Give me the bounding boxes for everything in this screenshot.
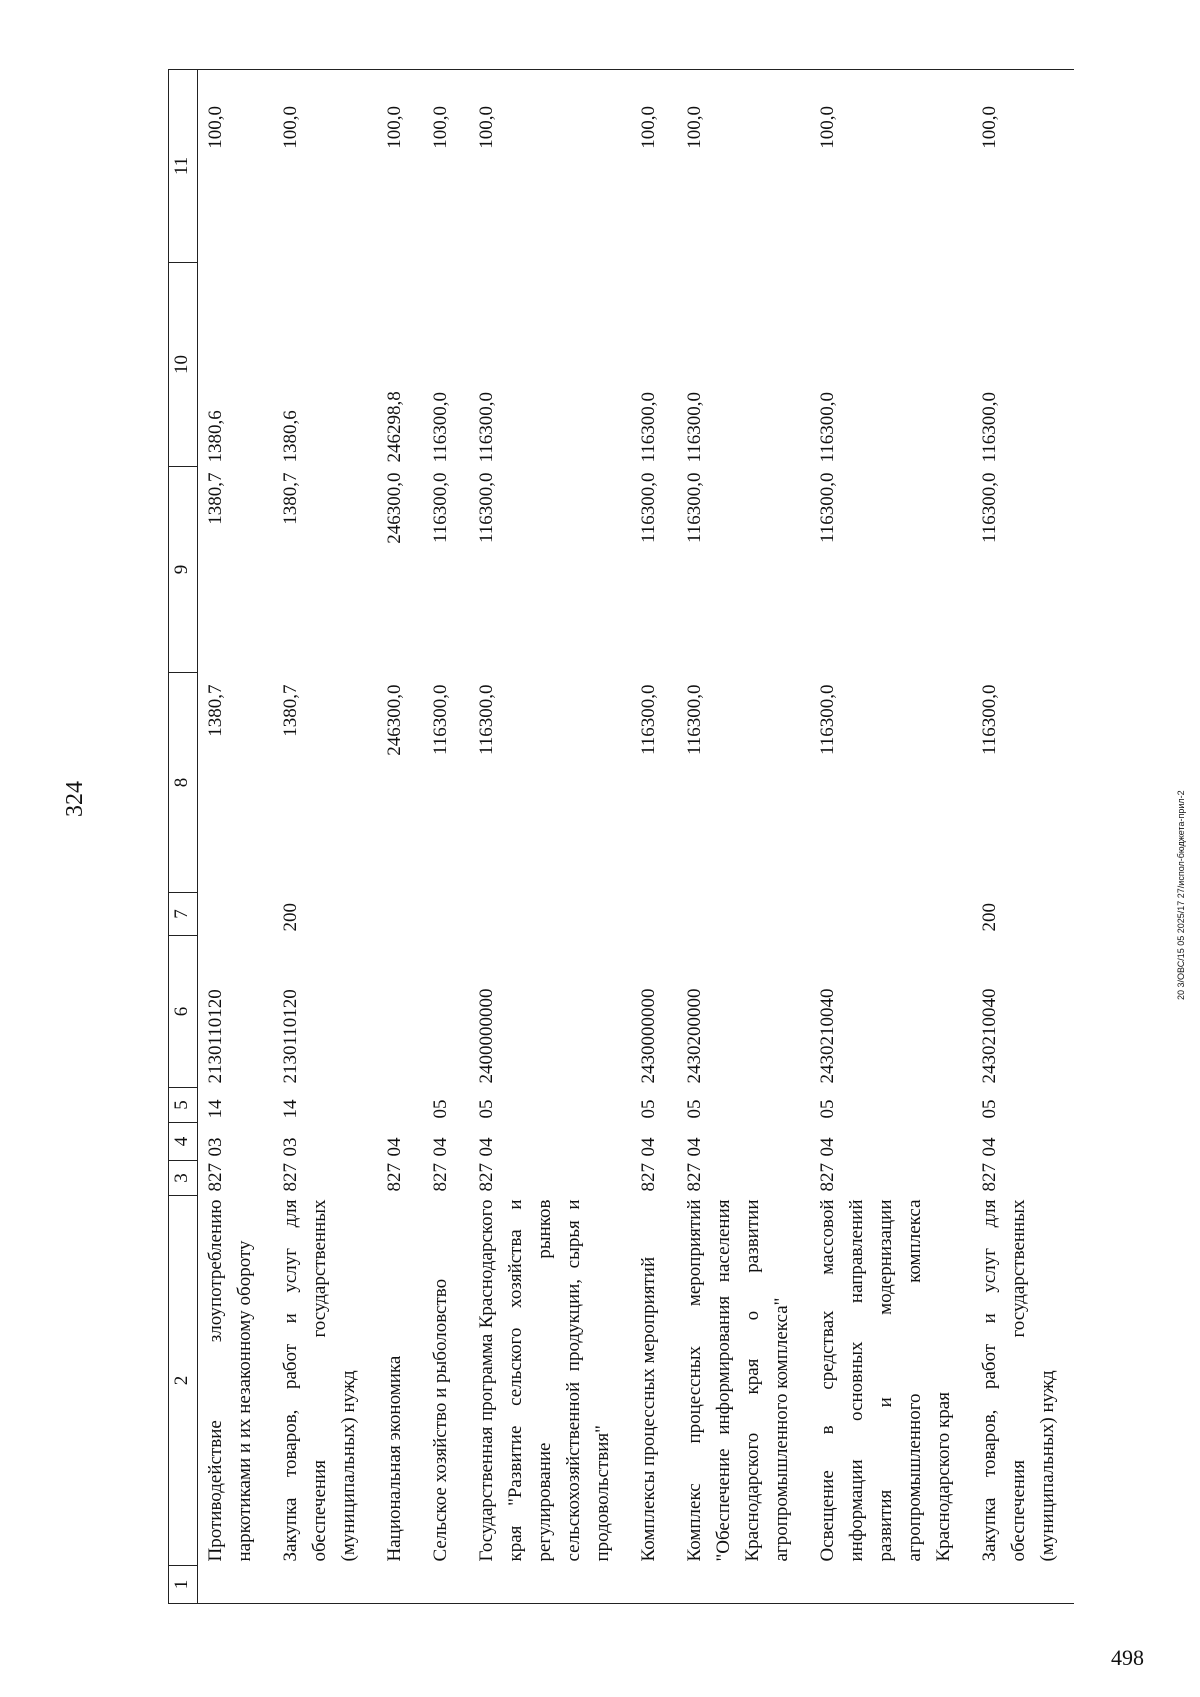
cell-col-10: 116300,0 bbox=[430, 391, 451, 463]
header-cell: 5 bbox=[169, 1088, 198, 1123]
cell-col-2: Государственная программа Краснодарского края "Развитие сельского хозяйства и регулирование рынков сельскохозяйственной продукции, сырья и продовольствия" bbox=[476, 1199, 613, 1562]
cell-col-10: 116300,0 bbox=[817, 391, 838, 463]
sheet-number: 498 bbox=[1111, 1645, 1144, 1670]
cell-col-3: 827 bbox=[476, 1163, 497, 1192]
header-cell: 1 bbox=[169, 1566, 198, 1604]
table-row bbox=[375, 70, 421, 1604]
cell-col-4: 04 bbox=[430, 1137, 451, 1157]
cell-col-4: 04 bbox=[817, 1137, 838, 1157]
cell-col-6 bbox=[421, 936, 467, 1088]
cell-col-10: 116300,0 bbox=[476, 391, 497, 463]
cell-col-3: 827 bbox=[384, 1163, 405, 1192]
cell-col-8: 116300,0 bbox=[430, 684, 451, 756]
cell-col-10: 1380,6 bbox=[280, 410, 301, 463]
header-cell: 4 bbox=[169, 1123, 198, 1161]
cell-col-2: Закупка товаров, работ и услуг для обеспечения государственных (муниципальных) нужд bbox=[280, 1199, 359, 1562]
cell-col-5: 05 bbox=[476, 1099, 497, 1119]
cell-col-9: 116300,0 bbox=[979, 472, 1000, 544]
rotated-table-area bbox=[168, 70, 1172, 1604]
cell-col-11: 100,0 bbox=[675, 70, 808, 263]
document-code: 20 3/ОВС/15 05 2025/17 27/испол-бюджета-прил-2 bbox=[1176, 790, 1186, 1000]
cell-col-11: 100,0 bbox=[271, 70, 375, 263]
table-row bbox=[675, 70, 808, 1604]
cell-col-3: 827 bbox=[684, 1163, 705, 1192]
cell-col-5: 05 bbox=[979, 1099, 1000, 1119]
table-row bbox=[467, 70, 629, 1604]
table-row bbox=[808, 70, 970, 1604]
cell-col-11: 100,0 bbox=[970, 70, 1074, 263]
cell-col-2: Национальная экономика bbox=[384, 1355, 405, 1562]
cell-col-9: 116300,0 bbox=[817, 472, 838, 544]
cell-col-2: Противодействие злоупотреблению наркотиками и их незаконному обороту bbox=[205, 1199, 255, 1562]
cell-col-11: 100,0 bbox=[198, 70, 272, 263]
cell-col-6: 2430210040 bbox=[817, 988, 838, 1084]
cell-col-5: 05 bbox=[638, 1099, 659, 1119]
cell-col-11: 100,0 bbox=[421, 70, 467, 263]
cell-col-1 bbox=[808, 1566, 970, 1604]
cell-col-9: 1380,7 bbox=[280, 472, 301, 525]
cell-col-4: 04 bbox=[684, 1137, 705, 1157]
cell-col-2: Закупка товаров, работ и услуг для обеспечения государственных (муниципальных) нужд bbox=[979, 1199, 1058, 1562]
cell-col-7: 200 bbox=[979, 903, 1000, 932]
cell-col-10: 116300,0 bbox=[638, 391, 659, 463]
cell-col-6: 2430200000 bbox=[684, 988, 705, 1084]
cell-col-1 bbox=[198, 1566, 272, 1604]
header-cell: 9 bbox=[169, 467, 198, 673]
cell-col-8: 246300,0 bbox=[384, 684, 405, 756]
cell-col-9: 1380,7 bbox=[205, 472, 226, 525]
cell-col-8: 1380,7 bbox=[205, 684, 226, 737]
cell-col-7 bbox=[467, 893, 629, 936]
cell-col-2: Комплекс процессных мероприятий "Обеспечение информирования населения Краснодарского края о развитии агропромышленного комплекса" bbox=[684, 1199, 792, 1562]
cell-col-5: 05 bbox=[684, 1099, 705, 1119]
cell-col-10: 246298,8 bbox=[384, 391, 405, 463]
cell-col-1 bbox=[375, 1566, 421, 1604]
table-body bbox=[198, 70, 1075, 1604]
cell-col-10: 1380,6 bbox=[205, 410, 226, 463]
cell-col-7 bbox=[375, 893, 421, 936]
cell-col-5: 05 bbox=[430, 1099, 451, 1119]
cell-col-11: 100,0 bbox=[375, 70, 421, 263]
cell-col-9: 116300,0 bbox=[476, 472, 497, 544]
cell-col-11: 100,0 bbox=[629, 70, 675, 263]
cell-col-4: 04 bbox=[476, 1137, 497, 1157]
table-row bbox=[629, 70, 675, 1604]
cell-col-3: 827 bbox=[280, 1163, 301, 1192]
cell-col-3: 827 bbox=[817, 1163, 838, 1192]
cell-col-2: Комплексы процессных мероприятий bbox=[638, 1256, 659, 1562]
cell-col-7 bbox=[808, 893, 970, 936]
budget-table bbox=[168, 69, 1074, 1604]
cell-col-5: 14 bbox=[280, 1099, 301, 1119]
cell-col-7: 200 bbox=[280, 903, 301, 932]
header-cell: 10 bbox=[169, 263, 198, 467]
cell-col-4: 04 bbox=[384, 1137, 405, 1157]
cell-col-6: 2400000000 bbox=[476, 988, 497, 1084]
cell-col-6: 2430210040 bbox=[979, 988, 1000, 1084]
page-number: 324 bbox=[62, 781, 88, 817]
cell-col-9: 116300,0 bbox=[638, 472, 659, 544]
cell-col-8: 116300,0 bbox=[979, 684, 1000, 756]
cell-col-1 bbox=[629, 1566, 675, 1604]
cell-col-6 bbox=[375, 936, 421, 1088]
cell-col-4: 03 bbox=[205, 1137, 226, 1157]
header-cell: 8 bbox=[169, 673, 198, 893]
cell-col-7 bbox=[675, 893, 808, 936]
cell-col-9: 116300,0 bbox=[684, 472, 705, 544]
cell-col-11: 100,0 bbox=[467, 70, 629, 263]
cell-col-10: 116300,0 bbox=[979, 391, 1000, 463]
cell-col-7 bbox=[629, 893, 675, 936]
table-row bbox=[421, 70, 467, 1604]
cell-col-3: 827 bbox=[205, 1163, 226, 1192]
cell-col-7 bbox=[198, 893, 272, 936]
header-cell: 6 bbox=[169, 936, 198, 1088]
cell-col-5 bbox=[375, 1088, 421, 1123]
cell-col-2: Сельское хозяйство и рыболовство bbox=[430, 1278, 451, 1562]
cell-col-8: 116300,0 bbox=[638, 684, 659, 756]
cell-col-1 bbox=[675, 1566, 808, 1604]
cell-col-11: 100,0 bbox=[808, 70, 970, 263]
table-row bbox=[271, 70, 375, 1604]
cell-col-1 bbox=[970, 1566, 1074, 1604]
cell-col-8: 1380,7 bbox=[280, 684, 301, 737]
cell-col-9: 246300,0 bbox=[384, 472, 405, 544]
cell-col-5: 14 bbox=[205, 1099, 226, 1119]
cell-col-6: 2430000000 bbox=[638, 988, 659, 1084]
table-row bbox=[198, 70, 272, 1604]
cell-col-4: 04 bbox=[638, 1137, 659, 1157]
cell-col-8: 116300,0 bbox=[684, 684, 705, 756]
cell-col-3: 827 bbox=[638, 1163, 659, 1192]
header-cell: 3 bbox=[169, 1161, 198, 1196]
cell-col-1 bbox=[271, 1566, 375, 1604]
cell-col-7 bbox=[421, 893, 467, 936]
cell-col-5: 05 bbox=[817, 1099, 838, 1119]
cell-col-2: Освещение в средствах массовой информации основных направлений развития и модернизации агропромышленного комплекса Краснодарского края bbox=[817, 1199, 954, 1562]
cell-col-10: 116300,0 bbox=[684, 391, 705, 463]
header-cell: 7 bbox=[169, 893, 198, 936]
cell-col-9: 116300,0 bbox=[430, 472, 451, 544]
cell-col-8: 116300,0 bbox=[476, 684, 497, 756]
cell-col-4: 04 bbox=[979, 1137, 1000, 1157]
cell-col-1 bbox=[467, 1566, 629, 1604]
cell-col-6: 2130110120 bbox=[280, 989, 301, 1084]
cell-col-6: 2130110120 bbox=[205, 989, 226, 1084]
table-header-row bbox=[169, 70, 198, 1604]
cell-col-8: 116300,0 bbox=[817, 684, 838, 756]
cell-col-3: 827 bbox=[979, 1163, 1000, 1192]
cell-col-1 bbox=[421, 1566, 467, 1604]
header-cell: 2 bbox=[169, 1196, 198, 1566]
table-row bbox=[970, 70, 1074, 1604]
cell-col-4: 03 bbox=[280, 1137, 301, 1157]
header-cell: 11 bbox=[169, 70, 198, 263]
cell-col-3: 827 bbox=[430, 1163, 451, 1192]
